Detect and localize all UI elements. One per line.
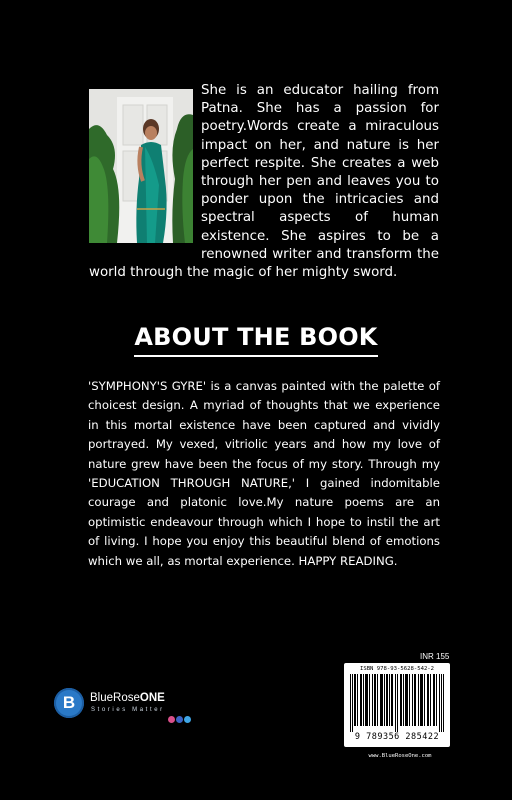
publisher-name: BlueRoseONE: [90, 692, 165, 704]
barcode-bars-icon: [350, 674, 444, 732]
logo-letter: B: [62, 693, 76, 712]
about-book-text: 'SYMPHONY'S GYRE' is a canvas painted with the palette of choicest design. A myriad of thoughts that we experience in this mortal existence have been captured and vividly portrayed. My vexed, vitriolic years and how my love of nature grew have been the focus of my story. Through my 'EDUCATION THROUGH NATURE,' I gained indomitable courage and platonic love.My nature poems are an optimistic endeavour through which I hope to instil the art of living. I hope you enjoy this beautiful blend of emotions which we all, as mortal experience. HAPPY READING.: [88, 379, 440, 568]
isbn-digits: 9 789356 285422: [354, 732, 440, 742]
instagram-icon: [168, 716, 175, 723]
barcode: [344, 663, 450, 747]
facebook-icon: [176, 716, 183, 723]
isbn-label: ISBN 978-93-5628-542-2: [359, 666, 435, 672]
publisher-logo-icon: [54, 688, 84, 718]
author-bio: She is an educator hailing from Patna. She has a passion for poetry.Words create a miraculous impact on her, and nature is her perfect respite. She creates a web through her pen and leaves you to ponder upon the intricacies and spectral aspects of human existence. She aspires to be a renowned writer and transform the world through the magic of her mighty sword.: [89, 83, 439, 281]
price-label: INR 155: [420, 652, 450, 661]
social-icons: [168, 716, 191, 723]
about-heading: ABOUT THE BOOK: [0, 323, 512, 351]
publisher-website: www.BlueRoseOne.com: [368, 753, 432, 759]
publisher-tagline: Stories Matter: [91, 707, 165, 713]
twitter-icon: [184, 716, 191, 723]
